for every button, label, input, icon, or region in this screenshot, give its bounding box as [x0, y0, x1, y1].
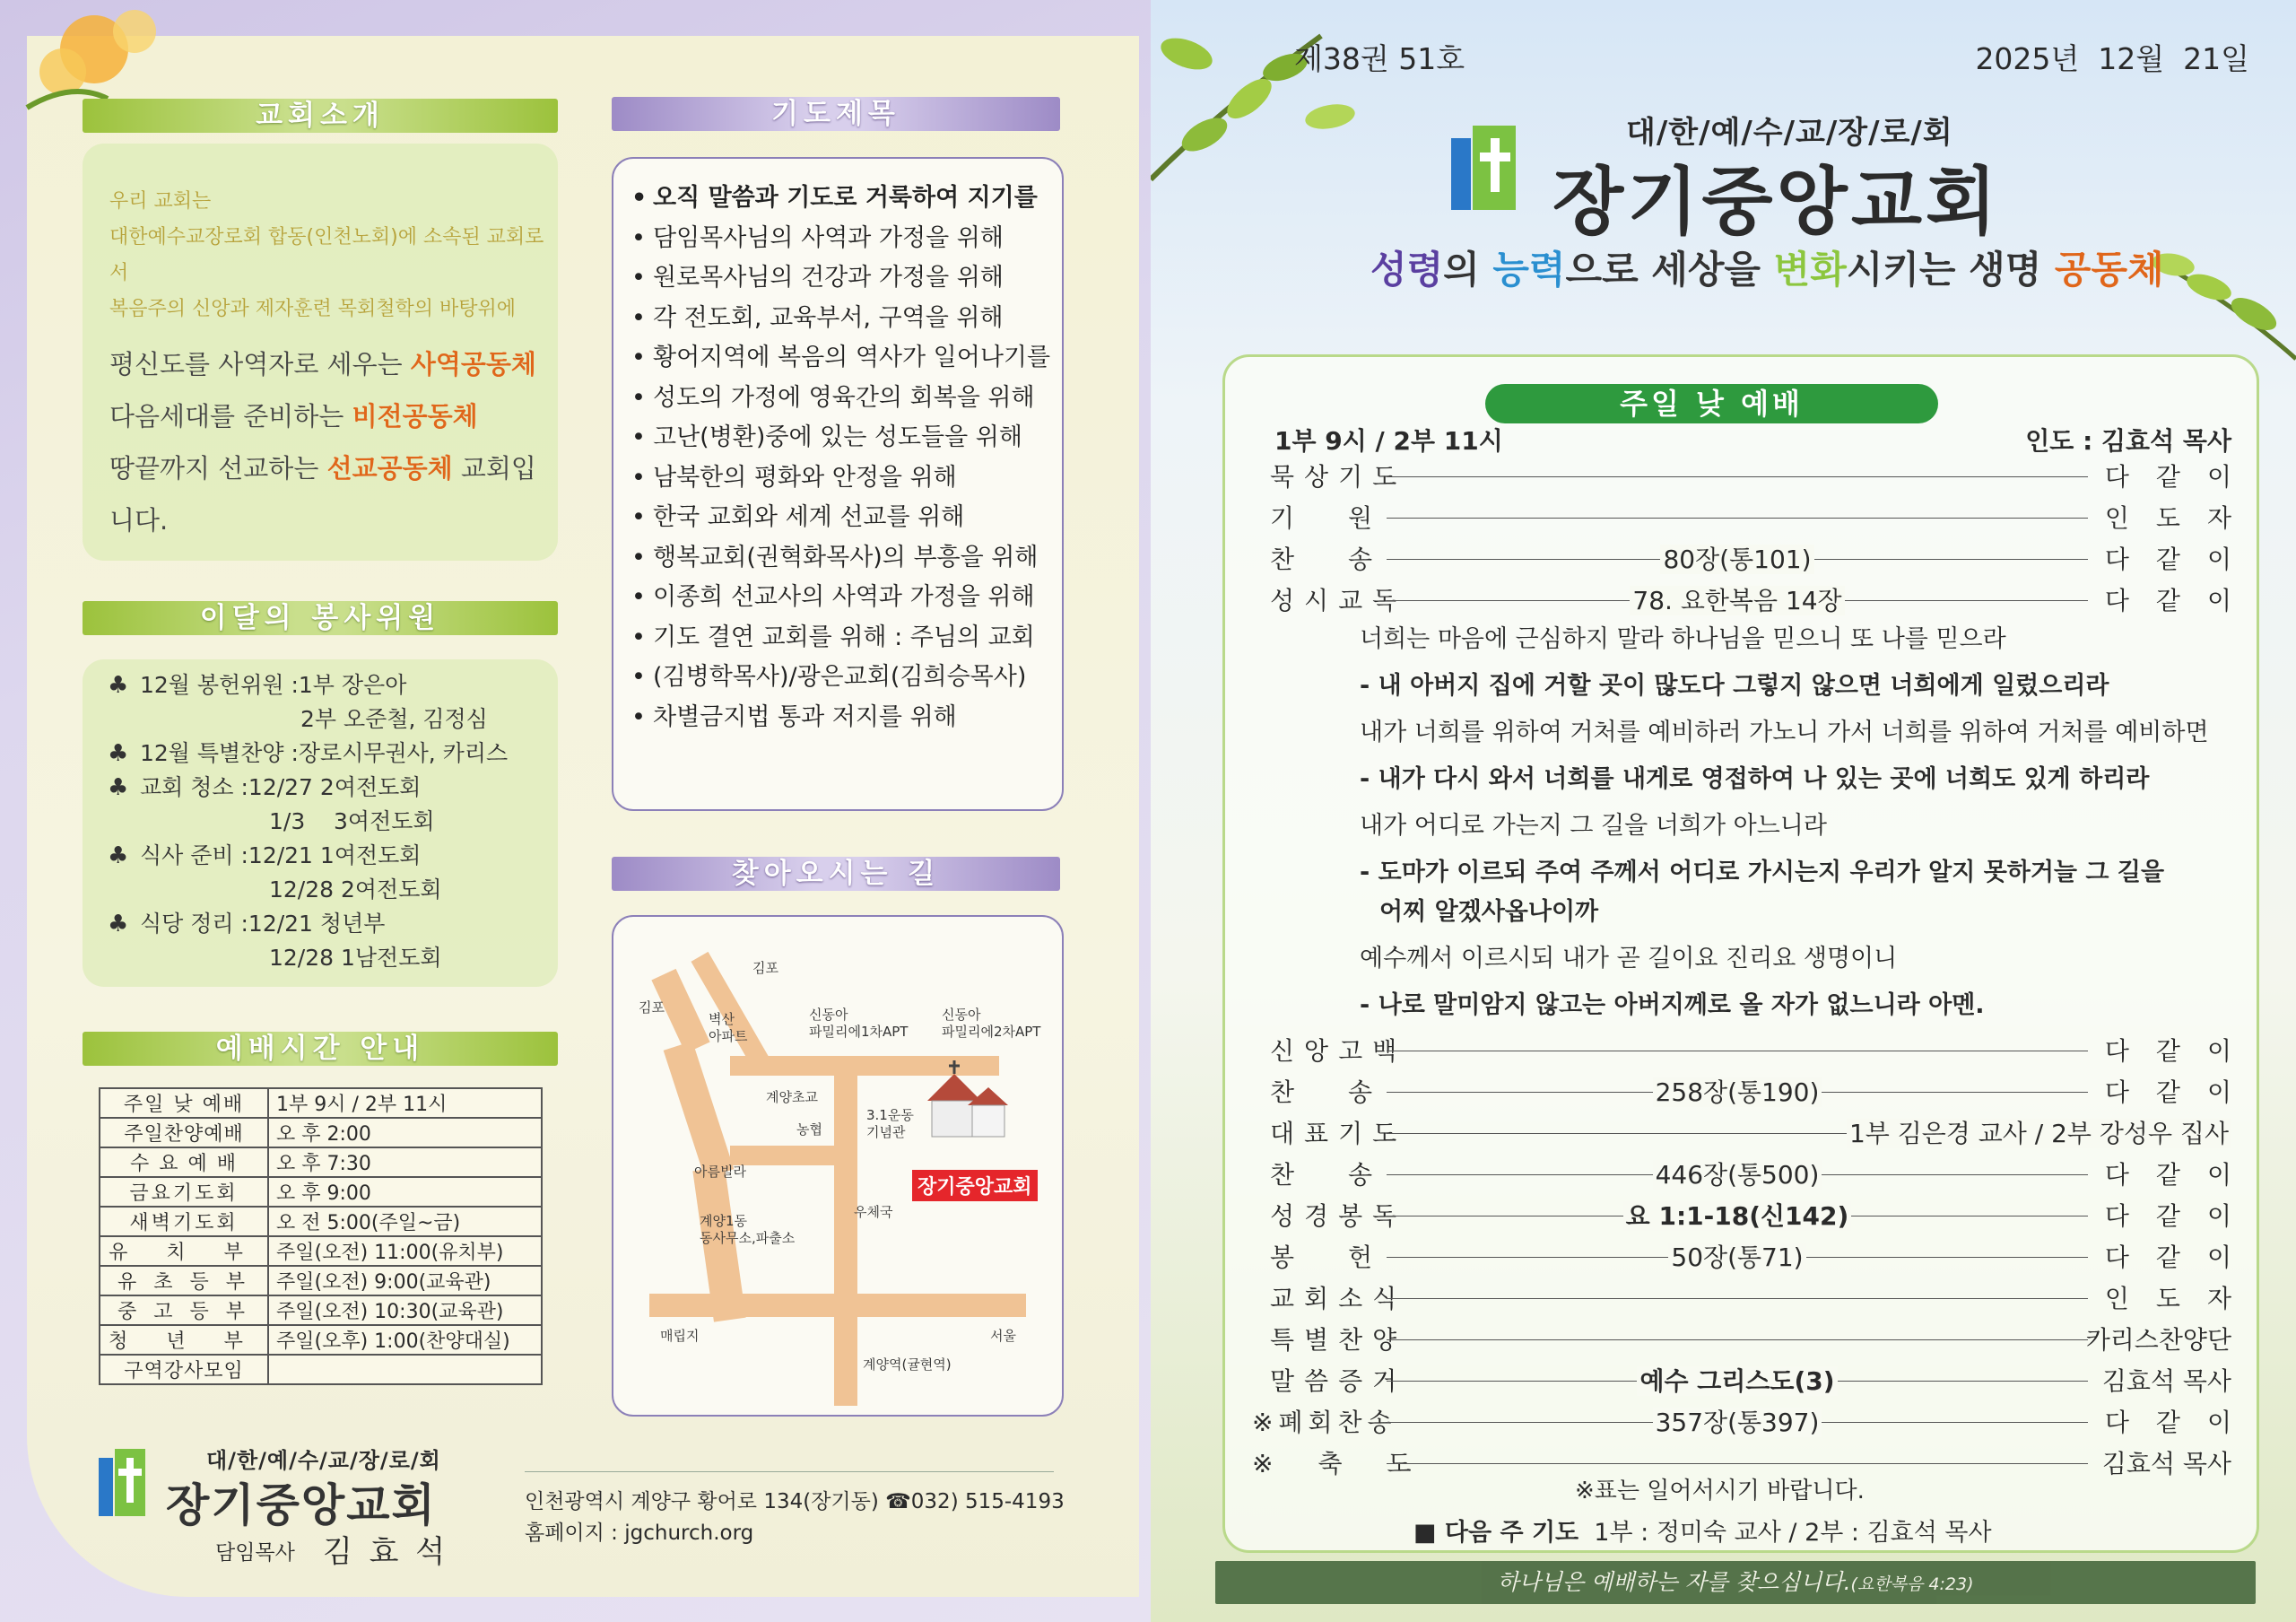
prayer-item: • 남북한의 평화와 안정을 위해	[631, 458, 1062, 499]
volunteer-row: ♣ 12월 특별찬양 : 장로시무권사, 카리스	[108, 737, 558, 771]
order-item: 말씀증거 예수 그리스도(3) 김효석 목사	[1270, 1366, 2231, 1396]
schedule-row: 구역강사모임	[100, 1355, 542, 1384]
schedule-row: 금요기도회 오 후 9:00	[100, 1177, 542, 1207]
volunteer-row: 12/28 2여전도회	[269, 876, 442, 903]
club-icon: ♣	[108, 774, 129, 801]
volunteer-row: 12/28 1남전도회	[269, 945, 442, 971]
standing-note: ※표는 일어서시기 바랍니다.	[1575, 1478, 1865, 1504]
issue-date: 2025년 12월 21일	[1975, 41, 2249, 76]
volunteer-row: ♣ 12월 봉헌위원 : 1부 장은아	[108, 668, 558, 702]
prayer-item: • 이종희 선교사의 사역과 가정을 위해	[631, 578, 1062, 618]
responsive-reading-line: 너희는 마음에 근심하지 말라 하나님을 믿으니 또 나를 믿으라	[1360, 625, 2006, 653]
club-icon: ♣	[108, 740, 129, 767]
order-item: 특별찬양 카리스찬양단	[1270, 1325, 2231, 1355]
map-label: 신동아 파밀리에2차APT	[942, 1007, 1041, 1040]
map-label: 서울	[990, 1328, 1016, 1344]
schedule-row: 수 요 예 배 오 후 7:30	[100, 1147, 542, 1177]
church-logo-icon	[1451, 126, 1518, 211]
footer-church-name: 장기중앙교회	[166, 1479, 437, 1531]
volunteer-row: ♣ 식당 정리 : 12/21 청년부	[108, 907, 558, 941]
map-label: 아름빌라	[694, 1164, 746, 1180]
prayer-item: • 오직 말씀과 기도로 거룩하여 지기를	[631, 179, 1062, 219]
prayer-item: • 행복교회(권혁화목사)의 부흥을 위해	[631, 538, 1062, 579]
map-road	[834, 1056, 857, 1406]
map-road	[730, 1146, 847, 1165]
map-road	[664, 1041, 735, 1178]
prayer-item-continued: • (김병학목사)/광은교회(김희승목사)	[631, 658, 1062, 698]
header-denomination: 대/한/예/수/교/장/로/회	[1626, 115, 1953, 151]
header-slogan	[1370, 240, 2164, 294]
bottom-verse-banner	[1215, 1561, 2256, 1604]
order-item: 찬송 80장(통101) 다같이	[1270, 545, 2258, 574]
responsive-reading-line: - 나로 말미암지 않고는 아버지께로 올 자가 없느니라 아멘.	[1360, 991, 1985, 1019]
slogan-part: 의	[1443, 248, 1493, 292]
slogan-part: 변화	[1773, 248, 1847, 292]
responsive-reading-line: - 도마가 이르되 주여 주께서 어디로 가시는지 우리가 알지 못하거늘 그 길을	[1360, 859, 2165, 886]
map-label: 계양1동 동사무소,파출소	[700, 1213, 796, 1246]
volunteer-row: 1/3 3여전도회	[269, 808, 435, 834]
map-church-label: 장기중앙교회	[912, 1170, 1038, 1201]
intro-line: 우리 교회는	[109, 190, 212, 213]
slogan-part: 공동체	[2054, 248, 2164, 292]
map-label: 우체국	[854, 1204, 893, 1220]
order-list	[1252, 458, 2258, 1534]
map-heading: 찾아오시는 길	[612, 857, 1060, 891]
map-label: 김포	[752, 960, 778, 976]
leaves-decoration-icon	[1151, 0, 1438, 206]
church-building-icon	[918, 1060, 1017, 1141]
prayer-item: • 차별금지법 통과 저지를 위해	[631, 698, 1062, 738]
intro-line: 대한예수교장로회 합동(인천노회)에 소속된 교회로서	[109, 226, 544, 284]
volunteer-row: ♣ 식사 준비 : 12/21 1여전도회	[108, 839, 558, 873]
order-item: 성경봉독 요 1:1-18(신142) 다같이	[1270, 1201, 2258, 1231]
slogan-part: 성령	[1370, 248, 1444, 292]
schedule-row: 유 초 등 부 주일(오전) 9:00(교육관)	[100, 1266, 542, 1295]
right-panel	[1151, 0, 2296, 1622]
bottom-verse-ref: (요한복음 4:23)	[1850, 1574, 1974, 1594]
map-label: 김포	[639, 999, 665, 1016]
prayer-item: • 담임목사님의 사역과 가정을 위해	[631, 219, 1062, 259]
map-label: 계양초교	[766, 1089, 818, 1105]
schedule-row: 새벽기도회 오 전 5:00(주일~금)	[100, 1207, 542, 1236]
map-label: 매립지	[660, 1328, 700, 1344]
schedule-row: 유 치 부 주일(오전) 11:00(유치부)	[100, 1236, 542, 1266]
map-road	[649, 1294, 1026, 1317]
club-icon: ♣	[108, 911, 129, 937]
schedule-row: 주일 낮 예배 1부 9시 / 2부 11시	[100, 1088, 542, 1118]
intro-box	[83, 144, 558, 561]
header-church-name: 장기중앙교회	[1552, 160, 2001, 245]
footer-denomination: 대/한/예/수/교/장/로/회	[206, 1448, 441, 1473]
prayer-item: • 고난(병환)중에 있는 성도들을 위해	[631, 418, 1062, 458]
order-item: 봉헌 50장(통71) 다같이	[1270, 1243, 2258, 1272]
map-label: 3.1운동 기념관	[866, 1107, 914, 1140]
order-item: 찬송 446장(통500) 다같이	[1270, 1160, 2258, 1190]
responsive-reading-line: 어찌 알겠사옵나이까	[1379, 898, 1599, 926]
schedule-row: 주일찬양예배 오 후 2:00	[100, 1118, 542, 1147]
order-item: ※축도 김효석 목사	[1252, 1449, 2231, 1478]
worship-times: 1부 9시 / 2부 11시	[1274, 426, 1503, 456]
intro-line: 복음주의 신앙과 제자훈련 목회철학의 바탕위에	[109, 298, 517, 320]
order-item: 대표기도 1부 김은경 교사 / 2부 강성우 집사	[1270, 1114, 2231, 1152]
intro-mission-2: 다음세대를 준비하는 비전공동체	[109, 401, 478, 432]
slogan-part: 시키는 생명	[1846, 248, 2055, 292]
prayer-item: • 각 전도회, 교육부서, 구역을 위해	[631, 299, 1062, 339]
map-box	[612, 915, 1064, 1417]
responsive-reading-line: 내가 너희를 위하여 거처를 예비하러 가노니 가서 너희를 위하여 거처를 예비하면	[1360, 719, 2209, 746]
order-item: 교회소식 인도자	[1270, 1284, 2258, 1313]
prayer-item: • 황어지역에 복음의 역사가 일어나기를	[631, 338, 1062, 379]
volunteer-row: ♣ 교회 청소 : 12/27 2여전도회	[108, 771, 558, 805]
responsive-reading-line: 예수께서 이르시되 내가 곧 길이요 진리요 생명이니	[1360, 945, 1898, 972]
schedule-row: 청 년 부 주일(오후) 1:00(찬양대실)	[100, 1325, 542, 1355]
prayer-item: • 기도 결연 교회를 위해 : 주님의 교회	[631, 618, 1062, 658]
slogan-part: 능력	[1492, 248, 1566, 292]
responsive-reading-line: - 내 아버지 집에 거할 곳이 많도다 그렇지 않으면 너희에게 일렀으리라	[1360, 672, 2109, 700]
schedule-row: 중 고 등 부 주일(오전) 10:30(교육관)	[100, 1295, 542, 1325]
schedule-heading: 예배시간 안내	[83, 1032, 558, 1066]
order-item: 기원 인도자	[1270, 503, 2258, 533]
club-icon: ♣	[108, 842, 129, 869]
volunteers-heading: 이달의 봉사위원	[83, 601, 558, 635]
prayer-item: • 원로목사님의 건강과 가정을 위해	[631, 258, 1062, 299]
intro-mission-3: 땅끝까지 선교하는 선교공동체 교회입니다.	[109, 453, 536, 536]
prayer-heading: 기도제목	[612, 97, 1060, 131]
intro-heading: 교회소개	[83, 99, 558, 133]
worship-heading: 주일 낮 예배	[1485, 384, 1938, 423]
prayer-item: • 성도의 가정에 영육간의 회복을 위해	[631, 379, 1062, 419]
worship-leader: 인도 : 김효석 목사	[2025, 426, 2231, 456]
footer-homepage: 홈페이지 : jgchurch.org	[525, 1522, 754, 1545]
slogan-part: 으로 세상을	[1565, 248, 1774, 292]
responsive-reading-line: 내가 어디로 가는지 그 길을 너희가 아느니라	[1360, 812, 1827, 840]
worship-order-box	[1222, 354, 2259, 1553]
footer-address: 인천광역시 계양구 황어로 134(장기동) ☎032) 515-4193	[525, 1490, 1065, 1513]
order-item: ※폐회찬송 357장(통397) 다같이	[1252, 1408, 2258, 1437]
responsive-reading-line: - 내가 다시 와서 너희를 내게로 영접하여 나 있는 곳에 너희도 있게 하리라	[1360, 765, 2150, 793]
map-label: 농협	[796, 1121, 822, 1138]
schedule-table	[99, 1087, 543, 1385]
map-label: 계양역(귤현역)	[863, 1356, 952, 1373]
order-item: 찬송 258장(통190) 다같이	[1270, 1077, 2258, 1107]
prayer-list	[631, 179, 1062, 737]
footer-pastor-label: 담임목사	[215, 1541, 295, 1565]
prayer-box	[612, 157, 1064, 811]
prayer-item: • 한국 교회와 세계 선교를 위해	[631, 498, 1062, 538]
volunteer-row: 2부 오준철, 김정심	[300, 706, 488, 732]
church-logo-icon	[99, 1449, 148, 1521]
next-week-prayer: ■ 다음 주 기도 1부 : 정미숙 교사 / 2부 : 김효석 목사	[1413, 1519, 1992, 1547]
intro-mission-1: 평신도를 사역자로 세우는 사역공동체	[109, 349, 536, 379]
order-item: 성시교독 78. 요한복음 14장 다같이	[1270, 586, 2258, 615]
issue-number: 제38권 51호	[1294, 41, 1465, 76]
order-item: 신앙고백 다같이	[1270, 1036, 2258, 1066]
bottom-verse: 하나님은 예배하는 자를 찾으십니다.	[1497, 1569, 1851, 1595]
club-icon: ♣	[108, 672, 129, 699]
footer-pastor-name: 김 효 석	[323, 1534, 449, 1570]
map-label: 벽산 아파트	[709, 1011, 748, 1044]
order-item: 묵상기도 다같이	[1270, 462, 2258, 492]
volunteers-box	[83, 659, 558, 987]
map-label: 신동아 파밀리에1차APT	[809, 1007, 909, 1040]
